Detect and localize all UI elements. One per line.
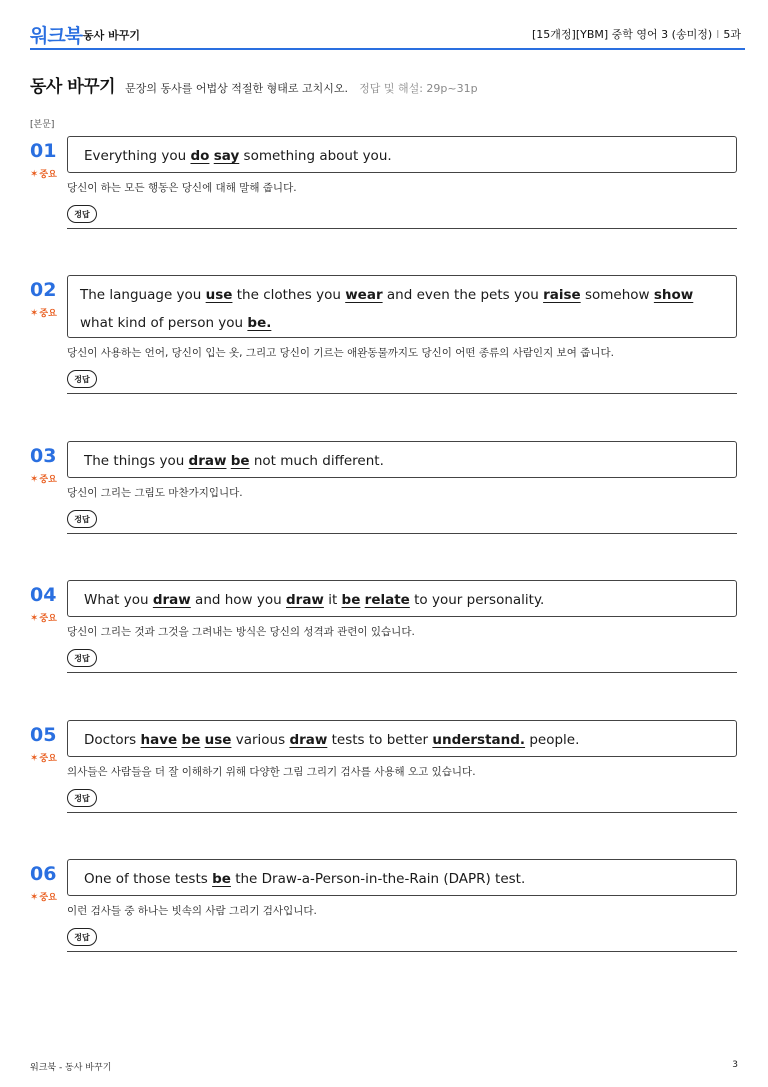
brand-subtitle: 동사 바꾸기 xyxy=(83,29,140,42)
sentence-text: various xyxy=(231,732,290,748)
korean-translation: 의사들은 사람들을 더 잘 이해하기 위해 다양한 그림 그리기 검사를 사용해 오고 있습니다. xyxy=(67,766,476,778)
important-badge xyxy=(30,611,57,624)
answer-line[interactable] xyxy=(67,951,737,952)
sentence-text: the clothes you xyxy=(232,287,346,303)
answer-reference: 정답 및 해설: 29p~31p xyxy=(359,82,478,95)
target-verb: wear xyxy=(345,287,383,303)
important-badge xyxy=(30,306,57,319)
header-separator: I xyxy=(716,28,720,41)
target-verb: have xyxy=(140,732,178,748)
target-verb: be xyxy=(181,732,201,748)
target-verb: be. xyxy=(247,315,272,331)
important-star-icon: ✶ xyxy=(30,169,39,180)
sentence-box xyxy=(67,441,737,478)
lesson-number: 5과 xyxy=(723,28,741,41)
target-verb: raise xyxy=(543,287,581,303)
sentence-text: people. xyxy=(525,732,580,748)
important-label: 중요 xyxy=(39,754,57,764)
sentence-text: tests to better xyxy=(327,732,433,748)
page-number: 3 xyxy=(732,1060,738,1070)
sentence-text: What you xyxy=(84,592,153,608)
sentence-text: One of those tests xyxy=(84,871,213,887)
target-verb: show xyxy=(653,287,694,303)
important-star-icon: ✶ xyxy=(30,613,39,624)
target-verb: be xyxy=(212,871,231,887)
answer-line[interactable] xyxy=(67,393,737,394)
answer-line[interactable] xyxy=(67,672,737,673)
question-number: 02 xyxy=(30,279,57,301)
sentence-text: and how you xyxy=(190,592,286,608)
sentence-text: Everything you xyxy=(84,148,191,164)
korean-translation: 당신이 사용하는 언어, 당신이 입는 옷, 그리고 당신이 기르는 애완동물까지도 당신이 어떤 종류의 사람인지 보여 줍니다. xyxy=(67,347,614,359)
important-star-icon: ✶ xyxy=(30,308,39,319)
target-verb: be xyxy=(341,592,361,608)
target-verb: use xyxy=(205,287,233,303)
target-verb: draw xyxy=(188,453,227,469)
answer-button[interactable]: 정답 xyxy=(67,370,97,388)
instruction-text: 문장의 동사를 어법상 적절한 형태로 고치시오. xyxy=(125,82,348,95)
important-badge xyxy=(30,167,57,180)
target-verb: draw xyxy=(289,732,328,748)
korean-translation: 당신이 그리는 그림도 마찬가지입니다. xyxy=(67,487,243,499)
page-title: 동사 바꾸기 xyxy=(30,77,116,97)
answer-button[interactable]: 정답 xyxy=(67,510,97,528)
question-number: 05 xyxy=(30,724,57,746)
target-verb: understand. xyxy=(432,732,526,748)
answer-button[interactable]: 정답 xyxy=(67,789,97,807)
page-header xyxy=(30,0,745,50)
question-number: 06 xyxy=(30,863,57,885)
korean-translation: 이런 검사들 중 하나는 빗속의 사람 그리기 검사입니다. xyxy=(67,905,317,917)
sentence-box xyxy=(67,136,737,173)
section-label: [본문] xyxy=(30,120,55,130)
korean-translation: 당신이 그리는 것과 그것을 그려내는 방식은 당신의 성격과 관련이 있습니다. xyxy=(67,626,415,638)
sentence-text: and even the pets you xyxy=(382,287,544,303)
answer-button[interactable]: 정답 xyxy=(67,928,97,946)
target-verb: draw xyxy=(286,592,324,608)
important-label: 중요 xyxy=(39,170,57,180)
question-number: 04 xyxy=(30,584,57,606)
answer-button[interactable]: 정답 xyxy=(67,649,97,667)
course-info xyxy=(532,26,741,42)
target-verb: say xyxy=(213,148,240,164)
sentence-text: The language you xyxy=(80,287,206,303)
important-badge xyxy=(30,890,57,903)
important-badge xyxy=(30,472,57,485)
sentence-box xyxy=(67,580,737,617)
brand-title: 워크북 xyxy=(30,25,83,47)
answer-line[interactable] xyxy=(67,812,737,813)
important-star-icon: ✶ xyxy=(30,474,39,485)
sentence-text: The things you xyxy=(84,453,189,469)
title-row xyxy=(30,72,745,97)
sentence-text: Doctors xyxy=(84,732,141,748)
question-number: 03 xyxy=(30,445,57,467)
target-verb: draw xyxy=(152,592,191,608)
important-star-icon: ✶ xyxy=(30,892,39,903)
important-badge xyxy=(30,751,57,764)
important-star-icon: ✶ xyxy=(30,753,39,764)
sentence-box xyxy=(67,275,737,338)
sentence-text: what kind of person you xyxy=(80,315,248,331)
sentence-text: the Draw-a-Person-in-the-Rain (DAPR) test. xyxy=(230,871,526,887)
answer-line[interactable] xyxy=(67,533,737,534)
footer-title: 워크북 - 동사 바꾸기 xyxy=(30,1063,112,1073)
korean-translation: 당신이 하는 모든 행동은 당신에 대해 말해 줍니다. xyxy=(67,182,297,194)
target-verb: do xyxy=(190,148,210,164)
target-verb: be xyxy=(230,453,250,469)
sentence-box xyxy=(67,859,737,896)
sentence-text: not much different. xyxy=(249,453,384,469)
important-label: 중요 xyxy=(39,614,57,624)
answer-button[interactable]: 정답 xyxy=(67,205,97,223)
course-name: [15개정][YBM] 중학 영어 3 (송미정) xyxy=(532,28,713,41)
important-label: 중요 xyxy=(39,893,57,903)
important-label: 중요 xyxy=(39,475,57,485)
sentence-text: to your personality. xyxy=(409,592,545,608)
sentence-text: something about you. xyxy=(239,148,392,164)
question-number: 01 xyxy=(30,140,57,162)
sentence-text: it xyxy=(323,592,342,608)
target-verb: relate xyxy=(364,592,410,608)
sentence-box xyxy=(67,720,737,757)
target-verb: use xyxy=(204,732,232,748)
important-label: 중요 xyxy=(39,309,57,319)
sentence-text: somehow xyxy=(580,287,654,303)
answer-line[interactable] xyxy=(67,228,737,229)
